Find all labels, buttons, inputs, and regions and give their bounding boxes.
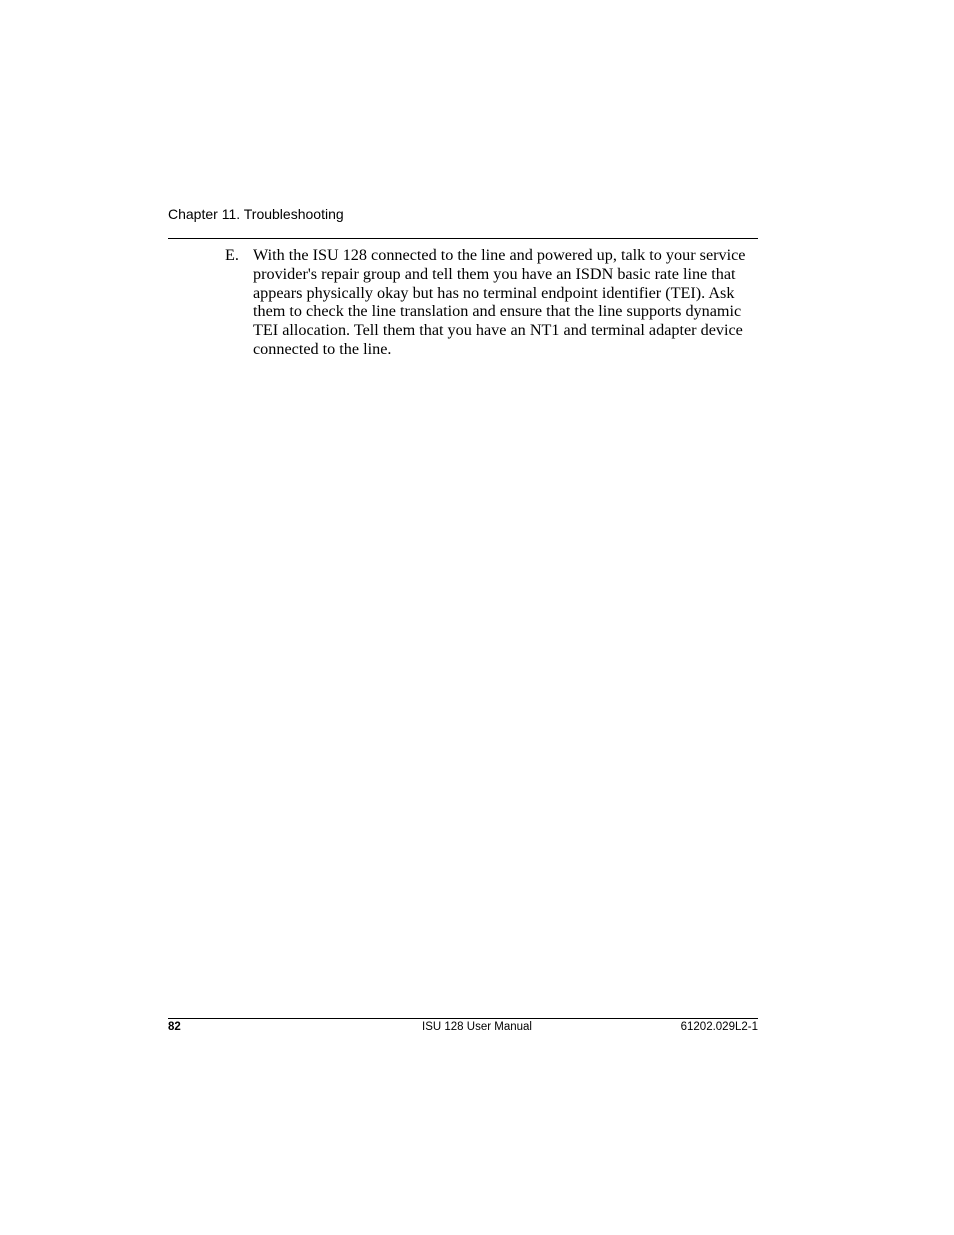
header-divider	[168, 238, 758, 239]
chapter-header: Chapter 11. Troubleshooting	[168, 206, 344, 222]
troubleshooting-step	[225, 246, 761, 359]
step-letter: E.	[225, 246, 239, 264]
step-text: With the ISU 128 connected to the line and powered up, talk to your service provider's repair group and tell them you have an ISDN basic rate line that appears physically okay but has no terminal endpoint identifier (TEI). Ask them to check the line translation and ensure that the line supports dynamic TEI allocation. Tell them that you have an NT1 and terminal adapter device connected to the line.	[253, 246, 746, 358]
page-number: 82	[168, 1021, 181, 1033]
manual-title: ISU 128 User Manual	[422, 1021, 532, 1033]
document-number: 61202.029L2-1	[680, 1021, 758, 1033]
